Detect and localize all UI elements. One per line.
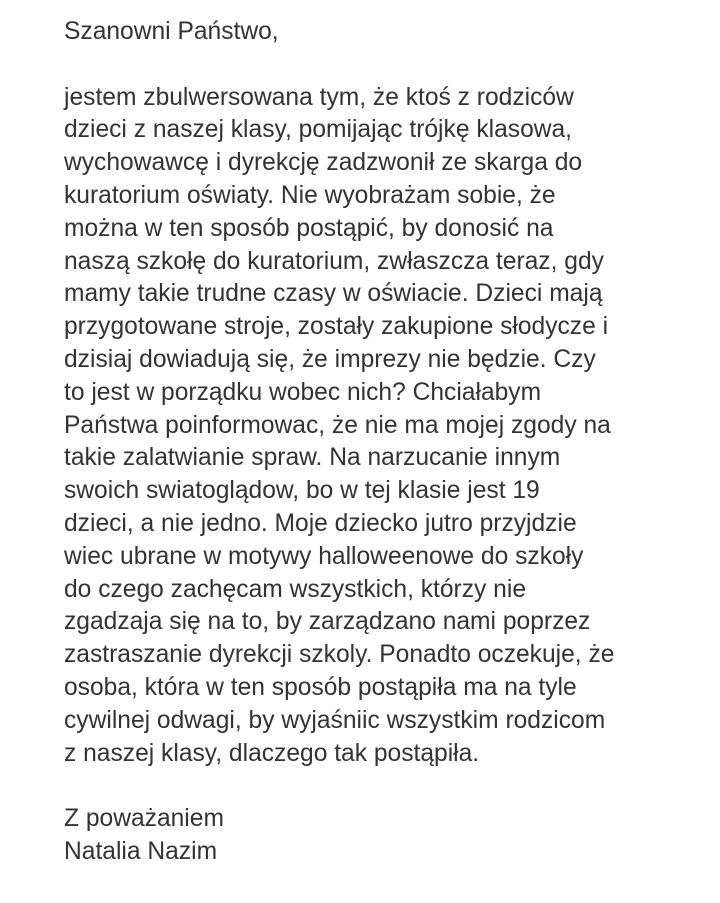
body-line: swoich swiatoglądow, bo w tej klasie jest 19 <box>64 477 540 505</box>
body-line: zgadzaja się na to, by zarządzano nami poprzez <box>64 608 591 636</box>
paragraph-gap <box>64 770 704 803</box>
body-line: mamy takie trudne czasy w oświacie. Dzieci mają <box>64 280 603 308</box>
body-line: to jest w porządku wobec nich? Chciałabym <box>64 378 542 406</box>
body-line: naszą szkołę do kuratorium, zwłaszcza teraz, gdy <box>64 247 604 275</box>
body-line: cywilnej odwagi, by wyjaśniic wszystkim rodzicom <box>64 706 606 734</box>
letter-text <box>64 16 704 869</box>
closing: Z poważaniem <box>64 805 224 833</box>
signature: Natalia Nazim <box>64 837 218 865</box>
body-line: z naszej klasy, dlaczego tak postąpiła. <box>64 739 480 767</box>
body-line: Państwa poinformowac, że nie ma mojej zgody na <box>64 411 611 439</box>
paragraph-gap <box>64 49 704 82</box>
body-line: można w ten sposób postąpić, by donosić na <box>64 214 554 242</box>
body-line: dzieci z naszej klasy, pomijając trójkę klasowa, <box>64 116 573 144</box>
body-line: takie zalatwianie spraw. Na narzucanie innym <box>64 444 561 472</box>
body-line: osoba, która w ten sposób postąpiła ma na tyle <box>64 673 577 701</box>
body-line: wiec ubrane w motywy halloweenowe do szkoły <box>64 542 584 570</box>
body-line: dzisiaj dowiadują się, że imprezy nie będzie. Czy <box>64 345 596 373</box>
greeting: Szanowni Państwo, <box>64 18 279 45</box>
body-line: zastraszanie dyrekcji szkoly. Ponadto oczekuje, że <box>64 641 615 669</box>
letter-body <box>64 82 704 771</box>
body-line: przygotowane stroje, zostały zakupione słodycze i <box>64 313 609 341</box>
body-line: jestem zbulwersowana tym, że ktoś z rodziców <box>64 83 574 111</box>
body-line: kuratorium oświaty. Nie wyobrażam sobie, że <box>64 181 556 209</box>
body-line: dzieci, a nie jedno. Moje dziecko jutro przyjdzie <box>64 509 577 537</box>
body-line: wychowawcę i dyrekcję zadzwonił ze skarga do <box>64 149 583 177</box>
body-line: do czego zachęcam wszystkich, którzy nie <box>64 575 526 603</box>
